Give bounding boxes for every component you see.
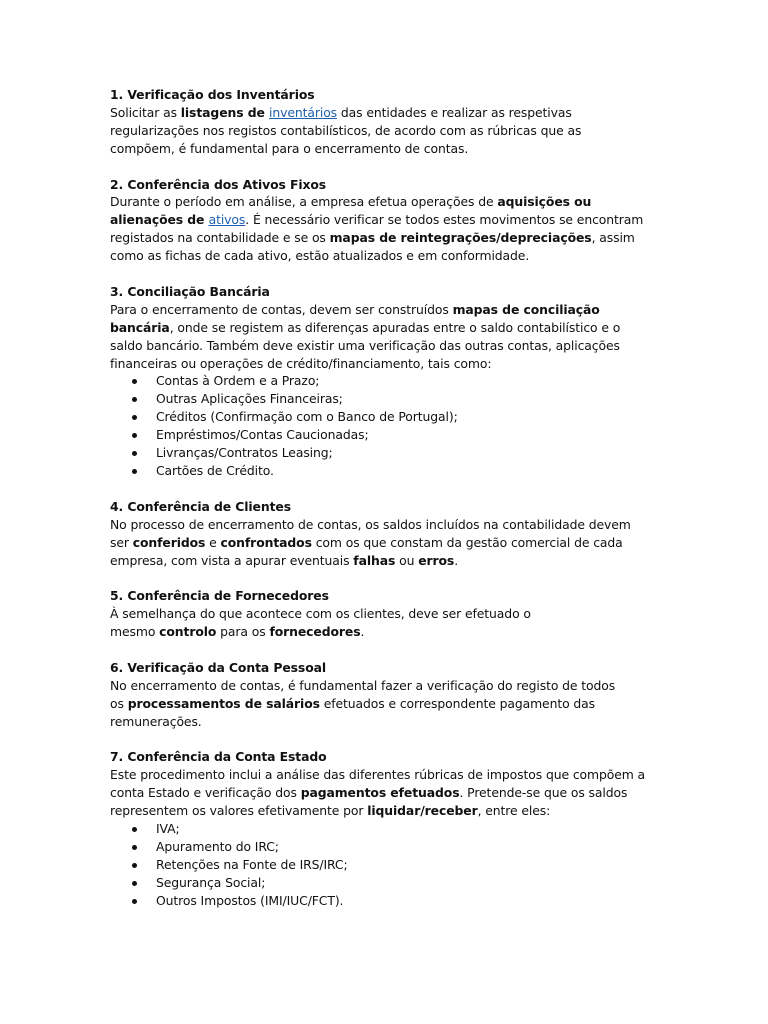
paragraph-line [110, 784, 688, 802]
section-paragraph [110, 104, 688, 158]
text-run: remunerações. [110, 713, 202, 729]
list-item [156, 444, 688, 462]
text-run: com os que constam da gestão comercial de cada [311, 534, 623, 550]
paragraph-line [110, 337, 688, 355]
list-item [156, 892, 688, 910]
section-1 [110, 86, 688, 158]
section-title: 5. Conferência de Fornecedores [110, 588, 329, 604]
list-item-text: Empréstimos/Contas Caucionadas; [156, 427, 369, 443]
paragraph-line [110, 193, 688, 211]
list-item-text: Retenções na Fonte de IRS/IRC; [156, 856, 348, 872]
paragraph-line [110, 534, 688, 552]
paragraph-line [110, 605, 688, 623]
paragraph-line [110, 677, 688, 695]
text-run: representem os valores efetivamente por [110, 803, 368, 819]
list-item-text: Outros Impostos (IMI/IUC/FCT). [156, 892, 344, 908]
paragraph-line [110, 516, 688, 534]
bold-text: pagamentos efetuados [300, 785, 460, 801]
text-run: Para o encerramento de contas, devem ser construídos [110, 301, 453, 317]
text-run: . [360, 624, 365, 640]
list-item [156, 408, 688, 426]
list-item [156, 390, 688, 408]
list-item-text: Contas à Ordem e a Prazo; [156, 373, 320, 389]
text-run: conta Estado e verificação dos [110, 785, 301, 801]
section-paragraph [110, 766, 688, 820]
bullet-icon [132, 451, 137, 456]
paragraph-line [110, 211, 688, 229]
text-run: ser [110, 534, 133, 550]
bullet-icon [132, 397, 137, 402]
bold-text: fornecedores [269, 624, 361, 640]
paragraph-line [110, 766, 688, 784]
bullet-icon [132, 845, 137, 850]
bullet-icon [132, 881, 137, 886]
bullet-icon [132, 827, 137, 832]
text-run: No encerramento de contas, é fundamental fazer a verificação do registo de todos [110, 677, 616, 693]
text-run: , onde se registem as diferenças apuradas entre o saldo contabilístico e o [169, 319, 621, 335]
bullet-icon [132, 863, 137, 868]
section-5 [110, 587, 688, 641]
section-paragraph [110, 301, 688, 373]
section-paragraph [110, 605, 688, 641]
list-item [156, 426, 688, 444]
text-run: No processo de encerramento de contas, os saldos incluídos na contabilidade devem [110, 516, 631, 532]
bold-text: processamentos de salários [127, 695, 320, 711]
text-run: Este procedimento inclui a análise das diferentes rúbricas de impostos que compõem a [110, 767, 646, 783]
section-title: 1. Verificação dos Inventários [110, 87, 315, 102]
text-run: saldo bancário. Também deve existir uma verificação das outras contas, aplicações [110, 337, 620, 353]
section-title: 7. Conferência da Conta Estado [110, 749, 327, 765]
text-run: . É necessário verificar se todos estes movimentos se encontram [245, 212, 644, 228]
section-4 [110, 498, 688, 570]
bold-text: aquisições ou [497, 194, 592, 210]
text-run: empresa, com vista a apurar eventuais [110, 552, 354, 568]
section-title: 3. Conciliação Bancária [110, 283, 270, 299]
text-run: das entidades e realizar as respetivas [337, 104, 572, 120]
bold-text: falhas [353, 552, 396, 568]
list-item [156, 856, 688, 874]
list-item-text: Créditos (Confirmação com o Banco de Portugal); [156, 409, 458, 425]
list-item [156, 462, 688, 480]
list-item-text: IVA; [156, 821, 180, 837]
bullet-list [110, 372, 688, 479]
text-run: , assim [591, 230, 635, 246]
document-content [110, 86, 688, 910]
text-run: os [110, 695, 128, 711]
list-item-text: Segurança Social; [156, 874, 266, 890]
bullet-icon [132, 469, 137, 474]
section-paragraph [110, 516, 688, 570]
text-run: financeiras ou operações de crédito/financiamento, tais como: [110, 355, 492, 371]
paragraph-line [110, 140, 688, 158]
text-run: . [454, 552, 459, 568]
list-item-text: Outras Aplicações Financeiras; [156, 391, 343, 407]
section-6 [110, 659, 688, 731]
text-run: registados na contabilidade e se os [110, 230, 330, 246]
bullet-list [110, 820, 688, 910]
text-run: como as fichas de cada ativo, estão atualizados e em conformidade. [110, 248, 530, 264]
paragraph-line [110, 695, 688, 713]
paragraph-line [110, 802, 688, 820]
section-paragraph [110, 193, 688, 265]
list-item-text: Cartões de Crédito. [156, 463, 274, 478]
text-run: compõem, é fundamental para o encerramento de contas. [110, 140, 469, 156]
section-title: 2. Conferência dos Ativos Fixos [110, 176, 327, 192]
section-title: 4. Conferência de Clientes [110, 498, 291, 514]
bullet-icon [132, 433, 137, 438]
hyperlink[interactable]: ativos [208, 212, 246, 228]
bold-text: mapas de conciliação [452, 301, 600, 317]
paragraph-line [110, 122, 688, 140]
paragraph-line [110, 623, 688, 641]
bold-text: alienações de [110, 212, 209, 228]
bullet-icon [132, 899, 137, 904]
section-2 [110, 176, 688, 266]
text-run: regularizações nos registos contabilísticos, de acordo com as rúbricas que as [110, 122, 582, 138]
text-run: Durante o período em análise, a empresa efetua operações de [110, 194, 498, 210]
bold-text: confrontados [220, 534, 312, 550]
text-run: efetuados e correspondente pagamento das [319, 695, 596, 711]
paragraph-line [110, 247, 688, 265]
bold-text: conferidos [132, 534, 206, 550]
paragraph-line [110, 355, 688, 373]
hyperlink[interactable]: inventários [269, 104, 338, 120]
text-run: e [205, 534, 221, 550]
text-run: , entre eles: [477, 803, 551, 819]
paragraph-line [110, 301, 688, 319]
section-7 [110, 748, 688, 909]
list-item-text: Apuramento do IRC; [156, 838, 279, 854]
section-title: 6. Verificação da Conta Pessoal [110, 659, 327, 675]
list-item [156, 838, 688, 856]
text-run: À semelhança do que acontece com os clientes, deve ser efetuado o [110, 606, 531, 622]
bold-text: mapas de reintegrações/depreciações [329, 230, 592, 246]
bold-text: controlo [159, 624, 217, 640]
text-run: mesmo [110, 624, 160, 640]
paragraph-line [110, 552, 688, 570]
paragraph-line [110, 104, 688, 122]
bold-text: erros [418, 552, 455, 568]
text-run: . Pretende-se que os saldos [459, 785, 628, 801]
list-item [156, 372, 688, 390]
list-item [156, 874, 688, 892]
bold-text: liquidar/receber [367, 803, 478, 819]
text-run: ou [395, 552, 419, 568]
paragraph-line [110, 713, 688, 731]
bullet-icon [132, 379, 137, 384]
section-paragraph [110, 677, 688, 731]
list-item [156, 820, 688, 838]
paragraph-line [110, 229, 688, 247]
bullet-icon [132, 415, 137, 420]
paragraph-line [110, 319, 688, 337]
text-run: para os [216, 624, 270, 640]
section-3 [110, 283, 688, 480]
text-run: Solicitar as [110, 104, 181, 120]
list-item-text: Livranças/Contratos Leasing; [156, 445, 333, 461]
bold-text: bancária [110, 319, 170, 335]
bold-text: listagens de [180, 104, 269, 120]
